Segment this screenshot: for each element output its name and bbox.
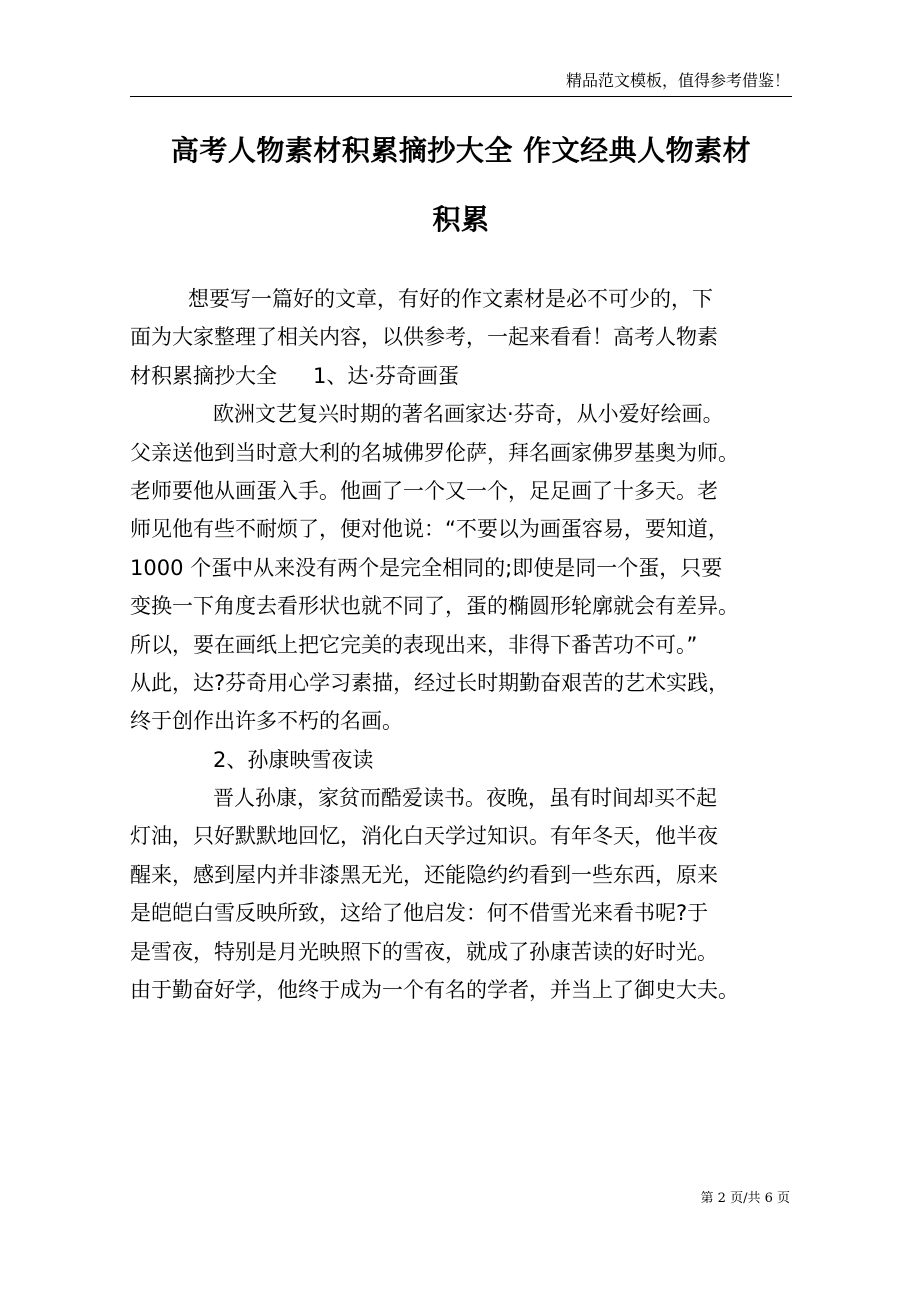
paragraph-line: 是雪夜，特别是月光映照下的雪夜，就成了孙康苦读的好时光。: [130, 939, 718, 964]
paragraph-line: 1000 个蛋中从来没有两个是完全相同的;即使是同一个蛋，只要: [130, 555, 723, 580]
paragraph-line: 醒来，感到屋内并非漆黑无光，还能隐约约看到一些东西，原来: [130, 862, 718, 887]
section-1-heading: 1、达·芬奇画蛋: [313, 363, 460, 388]
document-title-line-2: 积累: [432, 203, 490, 236]
paragraph-line: 师见他有些不耐烦了，便对他说：“不要以为画蛋容易，要知道，: [130, 517, 729, 542]
paragraph-line: 变换一下角度去看形状也就不同了，蛋的椭圆形轮廓就会有差异。: [130, 594, 739, 619]
page-header-text: 精品范文模板，值得参考借鉴！: [565, 71, 790, 90]
paragraph-line: 是皑皑白雪反映所致，这给了他启发：何不借雪光来看书呢?于: [130, 901, 709, 926]
paragraph-line: 所以，要在画纸上把它完美的表现出来，非得下番苦功不可。”: [130, 632, 698, 657]
paragraph-line: 终于创作出许多不朽的名画。: [130, 709, 403, 734]
header-divider: [130, 96, 792, 97]
paragraph-line: 父亲送他到当时意大利的名城佛罗伦萨，拜名画家佛罗基奥为师。: [130, 440, 739, 465]
intro-line-last: [130, 357, 792, 395]
page-number-footer: 第 2 页/共 6 页: [700, 1191, 790, 1206]
document-body: [130, 280, 792, 1009]
section-2-heading: 2、孙康映雪夜读: [213, 747, 374, 772]
paragraph-line: 由于勤奋好学，他终于成为一个有名的学者，并当上了御史大夫。: [130, 978, 739, 1003]
paragraph-line: 老师要他从画蛋入手。他画了一个又一个，足足画了十多天。老: [130, 478, 718, 503]
intro-line: 面为大家整理了相关内容，以供参考，一起来看看！高考人物素: [130, 325, 718, 350]
paragraph-line: 欧洲文艺复兴时期的著名画家达·芬奇，从小爱好绘画。: [213, 402, 724, 427]
paragraph-line: 灯油，只好默默地回忆，消化白天学过知识。有年冬天，他半夜: [130, 824, 718, 849]
paragraph-line: 从此，达?芬奇用心学习素描，经过长时期勤奋艰苦的艺术实践，: [130, 670, 730, 695]
document-title-line-1: 高考人物素材积累摘抄大全 作文经典人物素材: [170, 134, 752, 167]
intro-text: 材积累摘抄大全: [130, 363, 277, 388]
paragraph-line: 晋人孙康，家贫而酷爱读书。夜晚，虽有时间却买不起: [213, 786, 717, 811]
intro-line: 想要写一篇好的文章，有好的作文素材是必不可少的，下: [188, 287, 713, 311]
